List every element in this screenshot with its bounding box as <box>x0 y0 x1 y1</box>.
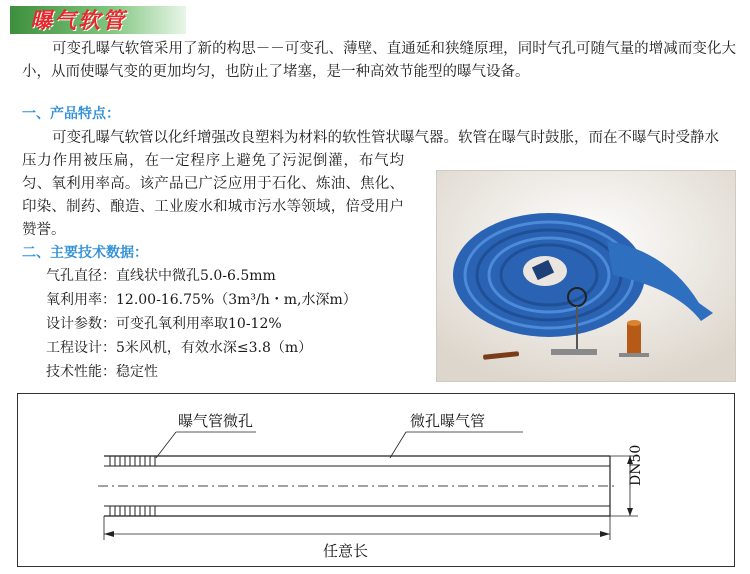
tube-diagram-svg <box>18 394 734 566</box>
features-heading: 一、产品特点： <box>22 106 120 122</box>
pore-hatch-bottom <box>110 506 155 516</box>
spec-line-oxygen-rate: 氧利用率：12.00-16.75%（3m³/h・m,水深m） <box>46 292 357 308</box>
label-length: 任意长 <box>323 542 369 560</box>
hose-illustration <box>437 171 735 381</box>
features-line-1: 可变孔曝气软管以化纤增强改良塑料为材料的软性管状曝气器。软管在曝气时鼓胀，而在不曝气时受静水 <box>52 130 719 146</box>
specs-heading: 二、主要技术数据： <box>22 245 148 261</box>
support-bracket <box>551 349 597 355</box>
label-tube: 微孔曝气管 <box>410 412 486 430</box>
label-dn: DN50 <box>628 444 644 486</box>
tube-diagram <box>17 393 735 567</box>
pore-hatch-top <box>110 456 155 466</box>
spec-line-design-params: 设计参数：可变孔氧利用率取10-12% <box>46 316 282 332</box>
intro-paragraph: 可变孔曝气软管采用了新的构思－－可变孔、薄壁、直通延和狭缝原理，同时气孔可随气量的增减而变化大小，从而使曝气变的更加均匀，也防止了堵塞，是一种高效节能型的曝气设备。 <box>22 41 736 80</box>
spec-line-hole-diameter: 气孔直径：直线状中微孔5.0-6.5mm <box>46 268 276 284</box>
spec-line-performance: 技术性能：稳定性 <box>46 364 158 380</box>
spec-line-engineering: 工程设计：5米风机，有效水深≤3.8（m） <box>46 340 313 356</box>
product-photo <box>436 170 736 382</box>
label-hole: 曝气管微孔 <box>178 412 254 430</box>
page-title: 曝气软管 <box>30 9 127 34</box>
features-paragraph-rest: 压力作用被压扁，在一定程序上避免了污泥倒灌，布气均匀、氧利用率高。该产品已广泛应用于石化、炼油、焦化、印染、制药、酿造、工业废水和城市污水等领域，倍受用户赞誉。 <box>22 153 404 238</box>
connector-pipe <box>627 323 641 353</box>
